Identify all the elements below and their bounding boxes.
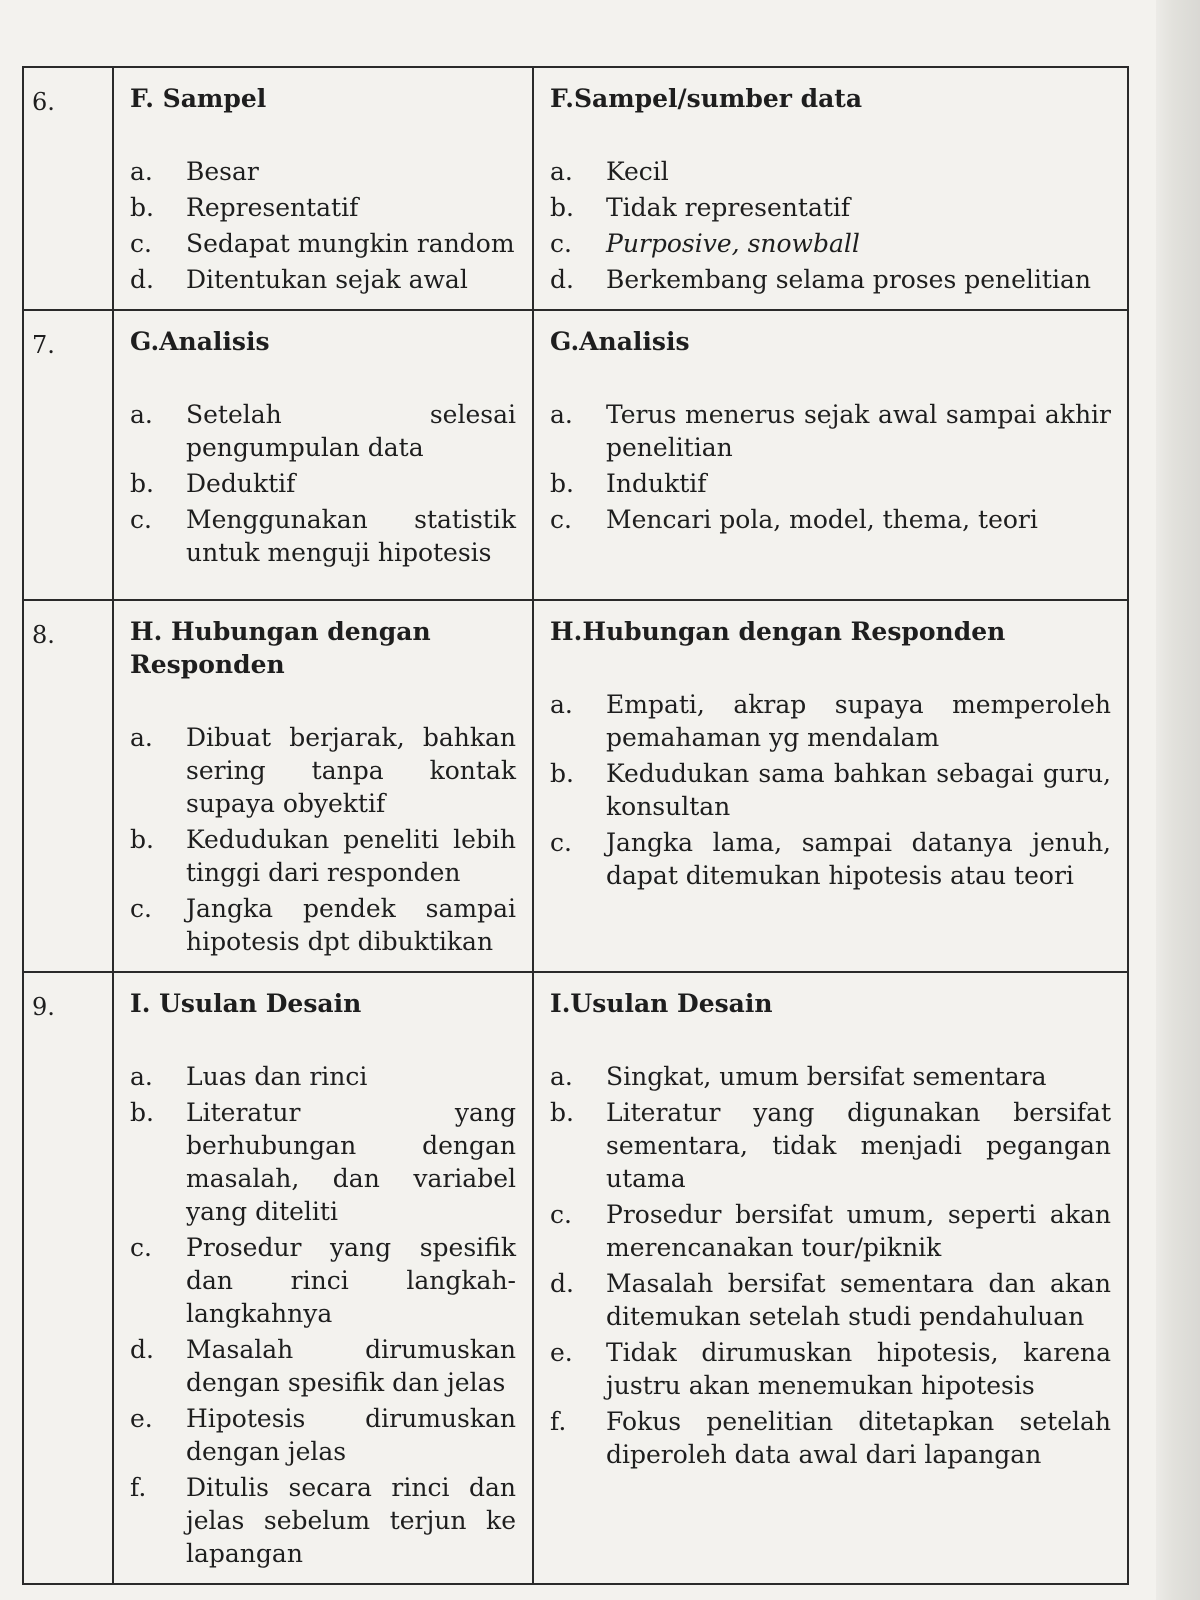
row-number: 8. bbox=[32, 621, 55, 649]
list-item bbox=[550, 1336, 1111, 1402]
item-text: Kedudukan peneliti lebih tinggi dari responden bbox=[186, 825, 516, 887]
quantitative-cell bbox=[113, 600, 533, 972]
list-item bbox=[550, 1198, 1111, 1264]
list-item bbox=[130, 191, 516, 224]
section-heading: G.Analisis bbox=[550, 327, 690, 356]
item-letter: f. bbox=[550, 1407, 567, 1436]
list-item bbox=[130, 1402, 516, 1468]
list-item bbox=[130, 467, 516, 500]
list-item bbox=[550, 398, 1111, 464]
item-letter: f. bbox=[130, 1473, 147, 1502]
item-text: Kecil bbox=[606, 157, 669, 186]
list-item bbox=[130, 1231, 516, 1330]
item-text: Fokus penelitian ditetapkan setelah diperoleh data awal dari lapangan bbox=[606, 1407, 1111, 1469]
item-text: Besar bbox=[186, 157, 259, 186]
item-letter: c. bbox=[130, 1233, 152, 1262]
list-item bbox=[130, 1333, 516, 1399]
list-item bbox=[130, 1096, 516, 1228]
item-text: Ditentukan sejak awal bbox=[186, 265, 468, 294]
section-heading: I. Usulan Desain bbox=[130, 989, 362, 1018]
item-letter: e. bbox=[130, 1404, 153, 1433]
item-text: Prosedur bersifat umum, seperti akan merencanakan tour/piknik bbox=[606, 1200, 1111, 1262]
item-text: Luas dan rinci bbox=[186, 1062, 368, 1091]
list-item bbox=[130, 263, 516, 296]
qualitative-cell bbox=[533, 972, 1128, 1584]
item-letter: d. bbox=[130, 1335, 154, 1364]
item-letter: b. bbox=[130, 193, 154, 222]
item-letter: c. bbox=[550, 229, 572, 258]
row-number: 9. bbox=[32, 993, 55, 1021]
item-text: Berkembang selama proses penelitian bbox=[606, 265, 1091, 294]
list-item bbox=[130, 398, 516, 464]
item-letter: b. bbox=[550, 759, 574, 788]
item-letter: b. bbox=[550, 193, 574, 222]
item-text: Singkat, umum bersifat sementara bbox=[606, 1062, 1047, 1091]
list-item bbox=[130, 1060, 516, 1093]
item-list bbox=[130, 155, 516, 296]
quantitative-cell bbox=[113, 67, 533, 310]
item-text: Literatur yang berhubungan dengan masalah, dan variabel yang diteliti bbox=[186, 1098, 516, 1226]
item-letter: b. bbox=[550, 1098, 574, 1127]
item-letter: e. bbox=[550, 1338, 573, 1367]
item-letter: c. bbox=[550, 505, 572, 534]
section-heading: G.Analisis bbox=[130, 327, 270, 356]
item-text: Representatif bbox=[186, 193, 359, 222]
list-item bbox=[550, 1405, 1111, 1471]
list-item bbox=[130, 1471, 516, 1570]
item-text: Tidak dirumuskan hipotesis, karena justru akan menemukan hipotesis bbox=[606, 1338, 1111, 1400]
item-letter: d. bbox=[550, 1269, 574, 1298]
item-letter: d. bbox=[130, 265, 154, 294]
row-number: 6. bbox=[32, 88, 55, 116]
table-row bbox=[23, 67, 1128, 310]
item-text: Ditulis secara rinci dan jelas sebelum terjun ke lapangan bbox=[186, 1473, 516, 1568]
list-item bbox=[550, 1060, 1111, 1093]
item-text: Hipotesis dirumuskan dengan jelas bbox=[186, 1404, 516, 1466]
item-list bbox=[130, 721, 516, 958]
list-item bbox=[130, 721, 516, 820]
item-list bbox=[550, 1060, 1111, 1471]
item-letter: b. bbox=[130, 1098, 154, 1127]
list-item bbox=[130, 227, 516, 260]
item-text: Kedudukan sama bahkan sebagai guru, konsultan bbox=[606, 759, 1111, 821]
list-item bbox=[550, 191, 1111, 224]
item-letter: c. bbox=[130, 894, 152, 923]
item-letter: c. bbox=[550, 1200, 572, 1229]
row-number-cell bbox=[23, 67, 113, 310]
item-letter: d. bbox=[550, 265, 574, 294]
table-row bbox=[23, 972, 1128, 1584]
list-item bbox=[550, 757, 1111, 823]
item-letter: a. bbox=[550, 690, 573, 719]
list-item bbox=[550, 227, 1111, 260]
item-text: Deduktif bbox=[186, 469, 296, 498]
item-text: Masalah bersifat sementara dan akan ditemukan setelah studi pendahuluan bbox=[606, 1269, 1111, 1331]
item-list bbox=[130, 398, 516, 569]
item-letter: b. bbox=[130, 825, 154, 854]
item-letter: a. bbox=[550, 1062, 573, 1091]
item-text: Prosedur yang spesifik dan rinci langkah-langkahnya bbox=[186, 1233, 516, 1328]
row-number-cell bbox=[23, 972, 113, 1584]
list-item bbox=[550, 688, 1111, 754]
item-list bbox=[130, 1060, 516, 1570]
list-item bbox=[550, 155, 1111, 188]
item-letter: a. bbox=[550, 157, 573, 186]
quantitative-cell bbox=[113, 310, 533, 600]
row-number-cell bbox=[23, 310, 113, 600]
item-list bbox=[550, 155, 1111, 296]
quantitative-cell bbox=[113, 972, 533, 1584]
list-item bbox=[550, 826, 1111, 892]
item-letter: b. bbox=[130, 469, 154, 498]
table-row bbox=[23, 600, 1128, 972]
item-letter: a. bbox=[550, 400, 573, 429]
item-letter: c. bbox=[130, 505, 152, 534]
qualitative-cell bbox=[533, 67, 1128, 310]
item-letter: a. bbox=[130, 723, 153, 752]
table-body bbox=[23, 67, 1128, 1584]
comparison-table bbox=[22, 66, 1129, 1585]
page-edge-shadow bbox=[1156, 0, 1200, 1600]
section-heading: H. Hubungan dengan Responden bbox=[130, 617, 431, 679]
item-text: Dibuat berjarak, bahkan sering tanpa kontak supaya obyektif bbox=[186, 723, 516, 818]
item-text: Terus menerus sejak awal sampai akhir penelitian bbox=[606, 400, 1111, 462]
list-item bbox=[130, 892, 516, 958]
item-text: Purposive, snowball bbox=[606, 229, 860, 258]
section-heading: F. Sampel bbox=[130, 84, 267, 113]
item-letter: a. bbox=[130, 157, 153, 186]
item-text: Setelah selesai pengumpulan data bbox=[186, 400, 516, 462]
item-letter: a. bbox=[130, 400, 153, 429]
list-item bbox=[130, 155, 516, 188]
row-number: 7. bbox=[32, 331, 55, 359]
list-item bbox=[550, 263, 1111, 296]
item-text: Mencari pola, model, thema, teori bbox=[606, 505, 1038, 534]
item-text: Sedapat mungkin random bbox=[186, 229, 515, 258]
list-item bbox=[550, 1267, 1111, 1333]
list-item bbox=[130, 823, 516, 889]
table-row bbox=[23, 310, 1128, 600]
item-text: Induktif bbox=[606, 469, 707, 498]
item-letter: c. bbox=[130, 229, 152, 258]
item-text: Tidak representatif bbox=[606, 193, 851, 222]
list-item bbox=[130, 503, 516, 569]
qualitative-cell bbox=[533, 600, 1128, 972]
item-letter: b. bbox=[550, 469, 574, 498]
row-number-cell bbox=[23, 600, 113, 972]
section-heading: F.Sampel/sumber data bbox=[550, 84, 863, 113]
item-letter: a. bbox=[130, 1062, 153, 1091]
section-heading: I.Usulan Desain bbox=[550, 989, 773, 1018]
item-text: Menggunakan statistik untuk menguji hipotesis bbox=[186, 505, 516, 567]
item-list bbox=[550, 688, 1111, 892]
item-text: Jangka pendek sampai hipotesis dpt dibuktikan bbox=[186, 894, 516, 956]
list-item bbox=[550, 503, 1111, 536]
item-text: Jangka lama, sampai datanya jenuh, dapat ditemukan hipotesis atau teori bbox=[606, 828, 1111, 890]
section-heading: H.Hubungan dengan Responden bbox=[550, 617, 1006, 646]
qualitative-cell bbox=[533, 310, 1128, 600]
list-item bbox=[550, 467, 1111, 500]
item-text: Empati, akrap supaya memperoleh pemahaman yg mendalam bbox=[606, 690, 1111, 752]
item-list bbox=[550, 398, 1111, 536]
item-text: Literatur yang digunakan bersifat sementara, tidak menjadi pegangan utama bbox=[606, 1098, 1111, 1193]
list-item bbox=[550, 1096, 1111, 1195]
item-letter: c. bbox=[550, 828, 572, 857]
item-text: Masalah dirumuskan dengan spesifik dan jelas bbox=[186, 1335, 516, 1397]
